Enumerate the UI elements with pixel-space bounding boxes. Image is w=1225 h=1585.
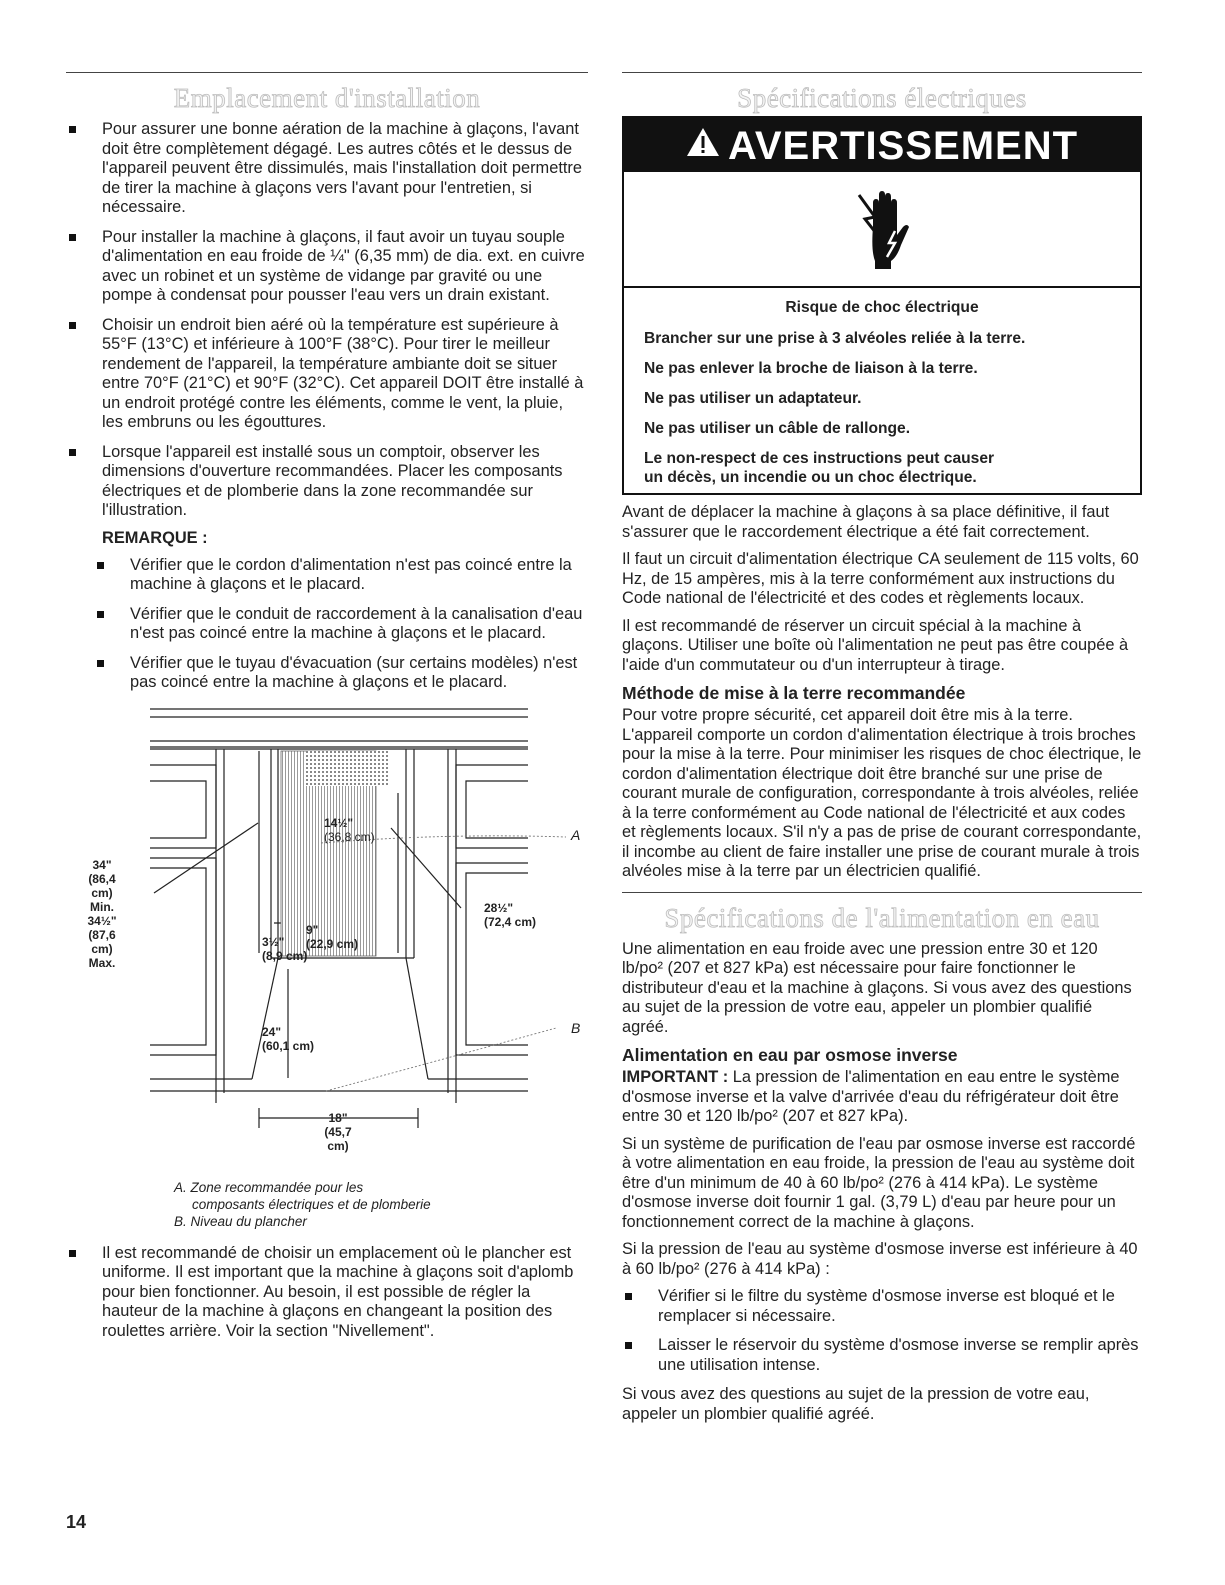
paragraph-important — [622, 1068, 1142, 1127]
callout-b: B — [571, 1019, 581, 1036]
page-number: 14 — [66, 1512, 87, 1532]
list-item: Lorsque l'appareil est installé sous un comptoir, observer les dimensions d'ouverture recommandées. Placer les composants électriques et de plomberie dans la zone recommandée sur l'illustration. — [66, 443, 588, 521]
warning-line: Ne pas enlever la broche de liaison à la terre. — [644, 360, 978, 377]
list-item: Vérifier que le cordon d'alimentation n'est pas coincé entre la machine à glaçons et le placard. — [94, 556, 588, 595]
offset-a-value: 3½" — [262, 934, 285, 949]
width-label — [318, 1111, 358, 1153]
paragraph: Une alimentation en eau froide avec une pression entre 30 et 120 lb/po² (207 et 827 kPa) est nécessaire pour faire fonctionner le distributeur d'eau et la machine à glaçons. Si vous avez des questions au sujet de la pression de votre eau, appeler un plombier qualifié agréé. — [622, 939, 1132, 1036]
list-item: Laisser le réservoir du système d'osmose inverse se remplir après une utilisation intense. — [622, 1336, 1142, 1375]
warning-consequence-1: Le non-respect de ces instructions peut causer — [644, 450, 995, 467]
note-bullets — [66, 556, 588, 693]
caption-b: B. Niveau du plancher — [174, 1213, 307, 1229]
left-column — [66, 72, 588, 1351]
warning-box — [622, 116, 1142, 495]
width-value: 18" — [328, 1110, 348, 1125]
warning-risk: Risque de choc électrique — [785, 299, 979, 316]
warning-consequence-2: un décès, un incendie ou un choc électrique. — [644, 469, 977, 486]
offset-a-label — [262, 935, 307, 963]
section-title-water: Spécifications de l'alimentation en eau — [664, 902, 1100, 933]
paragraph: Il faut un circuit d'alimentation électrique CA seulement de 115 volts, 60 Hz, de 15 ampères, mis à la terre conformément aux instructions du Code national de l'électricité et des codes et règlements locaux. — [622, 550, 1139, 607]
height-max-metric: (87,6 cm) — [88, 927, 116, 956]
paragraph: Si la pression de l'eau au système d'osmose inverse est inférieure à 40 à 60 lb/po² (276 à 414 kPa) : — [622, 1240, 1138, 1278]
paragraph: Il est recommandé de réserver un circuit spécial à la machine à glaçons. Utiliser une boîte où l'alimentation ne peut pas être coupée à l'aide d'un commutateur ou d'un interrupteur à tirage. — [622, 616, 1129, 674]
offset-a-metric: (8,9 cm) — [262, 948, 308, 963]
height-max-value: 34½" — [87, 913, 117, 928]
warning-triangle-icon — [686, 116, 720, 172]
section-title-electrical: Spécifications électriques — [737, 83, 1027, 113]
offset-b-label — [306, 923, 358, 951]
list-item: Choisir un endroit bien aéré où la température est supérieure à 55°F (13°C) et inférieure à 100°F (38°C). Pour tirer le meilleur rendement de l'appareil, la température ambiante doit se situer entre 70°F (21°C) et 90°F (32°C). Cet appareil DOIT être installé à un endroit protégé contre les éléments, comme le vent, la pluie, les embruns ou les égouttures. — [66, 316, 588, 433]
electric-shock-hand-icon — [624, 172, 1140, 288]
list-item: Il est recommandé de choisir un emplacement où le plancher est uniforme. Il est important que la machine à glaçons soit d'aplomb pour bien fonctionner. Au besoin, il est possible de régler la hauteur de la machine à glaçons en changeant la position des roulettes arrière. Voir la section "Nivellement". — [66, 1244, 588, 1342]
paragraph: Si vous avez des questions au sujet de la pression de votre eau, appeler un plombier qualifié agréé. — [622, 1385, 1090, 1423]
height-min-metric: (86,4 cm) — [88, 871, 116, 900]
list-item: Vérifier que le tuyau d'évacuation (sur certains modèles) n'est pas coincé entre la machine à glaçons et le placard. — [94, 654, 588, 693]
right-column — [622, 72, 1142, 1432]
callout-a: A — [571, 826, 581, 843]
offset-b-metric: (22,9 cm) — [306, 936, 359, 951]
floor-bullet — [66, 1244, 588, 1342]
list-item: Pour assurer une bonne aération de la machine à glaçons, l'avant doit être complètement dégagé. Les autres côtés et le dessus de l'appareil peuvent être dissimulés, mais l'installation doit permettre de tirer la machine à glaçons vers l'avant pour l'entretien, si nécessaire. — [66, 120, 588, 218]
depth-metric: (60,1 cm) — [262, 1038, 315, 1053]
list-item: Vérifier si le filtre du système d'osmose inverse est bloqué et le remplacer si nécessaire. — [622, 1287, 1142, 1326]
depth-value: 24" — [262, 1024, 282, 1039]
zone-width-value: 14½" — [324, 815, 354, 830]
installation-bullets — [66, 120, 588, 521]
warning-consequence — [644, 449, 1120, 487]
height-dimension-label — [78, 858, 126, 970]
offset-b-value: 9" — [306, 922, 319, 937]
heading-grounding: Méthode de mise à la terre recommandée — [622, 683, 966, 703]
heading-osmosis: Alimentation en eau par osmose inverse — [622, 1045, 958, 1065]
width-metric: (45,7 cm) — [324, 1124, 352, 1153]
zone-height-value: 28½" — [484, 900, 514, 915]
important-text: La pression de l'alimentation en eau entre le système d'osmose inverse et la valve d'arrivée d'eau du réfrigérateur doit être entre 30 et 120 lb/po² (207 et 827 kPa). — [622, 1068, 1120, 1125]
warning-line: Brancher sur une prise à 3 alvéoles reliée à la terre. — [644, 330, 1026, 347]
height-min-label: Min. — [90, 899, 114, 914]
caption-a-line-2: composants électriques et de plomberie — [192, 1196, 431, 1212]
warning-title: AVERTISSEMENT — [727, 124, 1079, 168]
list-item: Pour installer la machine à glaçons, il faut avoir un tuyau souple d'alimentation en eau froide de ¼" (6,35 mm) de dia. ext. en cuivre avec un robinet et un système de vidange par gravité ou une pompe à condensat pour pousser l'eau vers un drain existant. — [66, 228, 588, 306]
top-rule-right — [622, 72, 1142, 73]
warning-line: Ne pas utiliser un adaptateur. — [644, 390, 862, 407]
important-label: IMPORTANT : — [622, 1068, 729, 1086]
zone-width-label — [324, 816, 375, 844]
installation-diagram — [66, 703, 588, 1173]
paragraph: Si un système de purification de l'eau par osmose inverse est raccordé à votre alimentation en eau froide, la pression de l'eau au système doit être d'un minimum de 40 à 60 lb/po² (276 à 414 kPa). Le système d'osmose inverse doit fournir 1 gal. (3,79 L) d'eau par heure pour un fonctionnement correct de la machine à glaçons. — [622, 1134, 1136, 1231]
list-item: Vérifier que le conduit de raccordement à la canalisation d'eau n'est pas coincé entre la machine à glaçons et le placard. — [94, 605, 588, 644]
section-rule — [622, 892, 1142, 893]
warning-header — [624, 118, 1140, 172]
paragraph: Pour votre propre sécurité, cet appareil doit être mis à la terre. L'appareil comporte un cordon d'alimentation électrique à trois broches pour la mise à la terre. Pour minimiser les risques de choc électrique, le cordon d'alimentation électrique doit être branché sur une prise de courant murale de configuration, correspondante à trois alvéoles, reliée à la terre conformément au Code national de l'électricité et aux codes et règlements locaux. S'il n'y a pas de prise de courant correspondante, il incombe au client de faire installer une prise de courant murale à trois alvéoles mise à la terre par un électricien qualifié. — [622, 706, 1142, 880]
zone-height-metric: (72,4 cm) — [484, 914, 537, 929]
top-rule-left — [66, 72, 588, 73]
warning-line: Ne pas utiliser un câble de rallonge. — [644, 420, 911, 437]
note-label: REMARQUE : — [102, 528, 208, 547]
caption-a-line-1: A. Zone recommandée pour les — [174, 1179, 364, 1195]
figure-caption — [174, 1179, 588, 1230]
height-max-label: Max. — [88, 955, 116, 970]
zone-width-metric: (36,8 cm) — [324, 829, 375, 844]
depth-label — [262, 1025, 314, 1053]
height-min-value: 34" — [92, 857, 112, 872]
osmosis-bullets — [622, 1287, 1142, 1375]
warning-body — [624, 288, 1140, 493]
paragraph: Avant de déplacer la machine à glaçons à sa place définitive, il faut s'assurer que le raccordement électrique a été fait correctement. — [622, 503, 1110, 541]
section-title-installation: Emplacement d'installation — [173, 83, 481, 113]
zone-height-label — [484, 901, 536, 929]
